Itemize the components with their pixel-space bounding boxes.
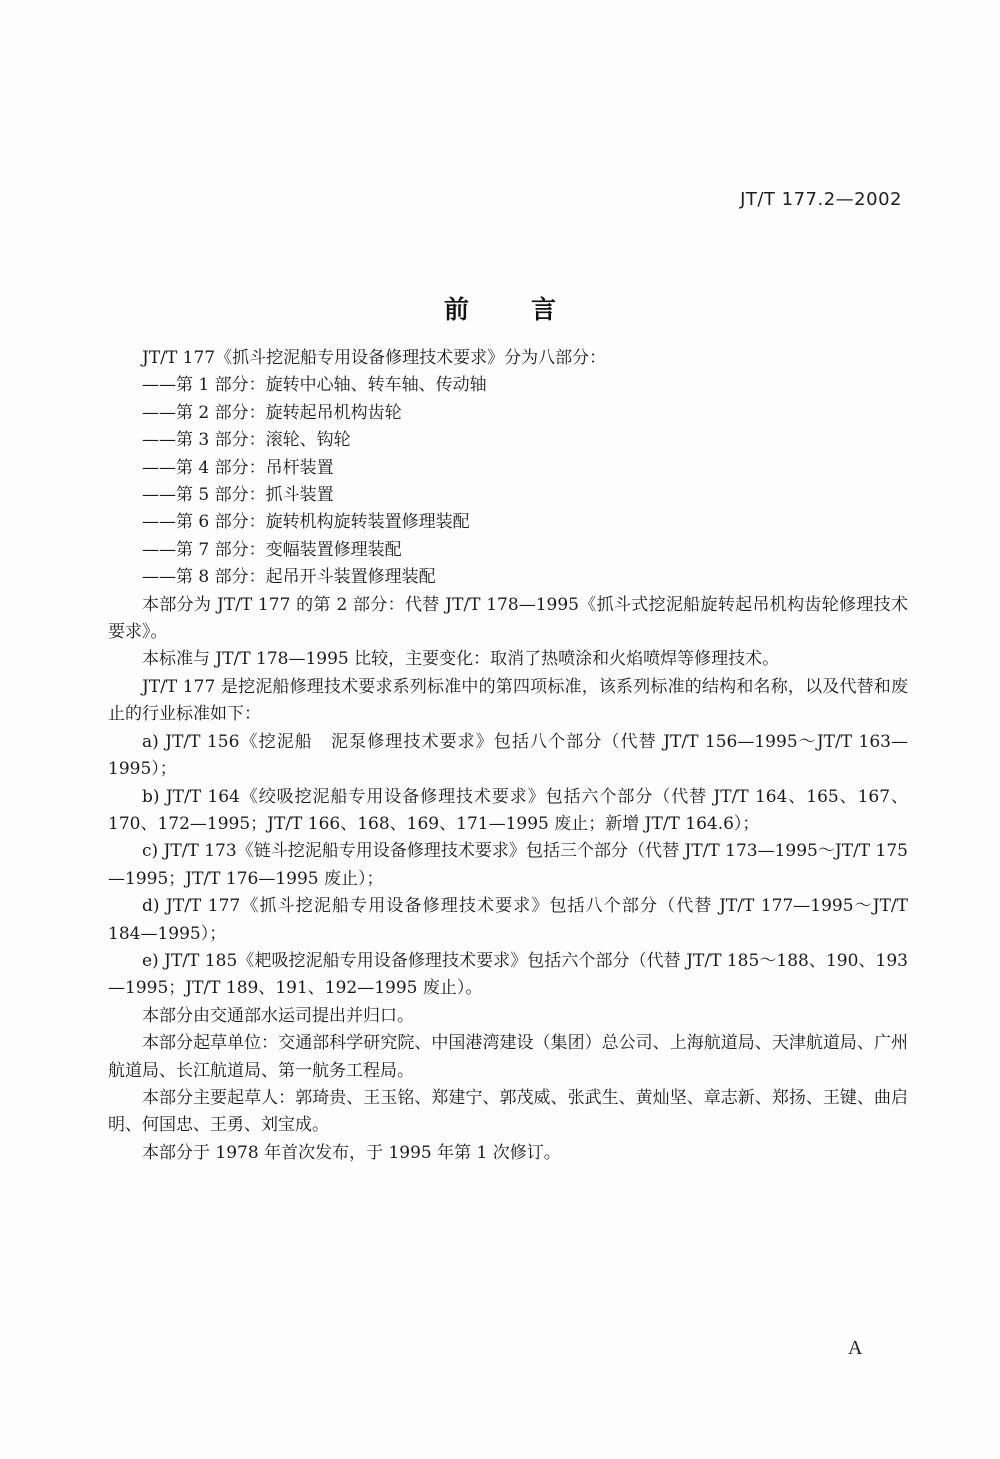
list-item-part-8: ——第 8 部分：起吊开斗装置修理装配: [142, 567, 436, 588]
series-item-b: b) JT/T 164《绞吸挖泥船专用设备修理技术要求》包括六个部分（代替 JT/T 164、165、167、170、172—1995；JT/T 166、168、169、171—1995 废止；新增 JT/T 164.6）；: [108, 786, 908, 834]
series-item-d: d) JT/T 177《抓斗挖泥船专用设备修理技术要求》包括八个部分（代替 JT/T 177—1995～JT/T 184—1995）；: [108, 896, 908, 944]
series-item-a: a) JT/T 156《挖泥船 泥泵修理技术要求》包括八个部分（代替 JT/T 156—1995～JT/T 163—1995）；: [108, 731, 908, 780]
list-item-part-3: ——第 3 部分：滚轮、钩轮: [142, 430, 351, 451]
list-item-part-4: ——第 4 部分：吊杆装置: [142, 457, 334, 478]
list-item-part-5: ——第 5 部分：抓斗装置: [142, 485, 334, 506]
list-item-part-2: ——第 2 部分：旋转起吊机构齿轮: [142, 402, 402, 423]
paragraph-changes: 本标准与 JT/T 178—1995 比较，主要变化：取消了热喷涂和火焰喷焊等修理技术。: [142, 649, 780, 670]
paragraph-drafters: 本部分主要起草人：郭琦贵、王玉铭、郑建宁、郭茂威、张武生、黄灿坚、章志新、郑扬、王键、曲启明、何国忠、王勇、刘宝成。: [108, 1087, 908, 1136]
list-item-part-1: ——第 1 部分：旋转中心轴、转车轴、传动轴: [142, 375, 487, 396]
paragraph-replaces: 本部分为 JT/T 177 的第 2 部分：代替 JT/T 178—1995《抓斗式挖泥船旋转起吊机构齿轮修理技术要求》。: [108, 594, 908, 643]
paragraph-proposer: 本部分由交通部水运司提出并归口。: [142, 1005, 414, 1026]
list-item-part-6: ——第 6 部分：旋转机构旋转装置修理装配: [142, 512, 470, 533]
standard-code: JT/T 177.2—2002: [740, 189, 902, 210]
paragraph-series: JT/T 177 是挖泥船修理技术要求系列标准中的第四项标准，该系列标准的结构和名称，以及代替和废止的行业标准如下：: [108, 676, 908, 725]
paragraph-drafting-units: 本部分起草单位：交通部科学研究院、中国港湾建设（集团）总公司、上海航道局、天津航道局、广州航道局、长江航道局、第一航务工程局。: [108, 1033, 908, 1081]
paragraph-history: 本部分于 1978 年首次发布，于 1995 年第 1 次修订。: [142, 1142, 561, 1163]
list-item-part-7: ——第 7 部分：变幅装置修理装配: [142, 539, 402, 560]
series-item-c: c) JT/T 173《链斗挖泥船专用设备修理技术要求》包括三个部分（代替 JT/T 173—1995～JT/T 175—1995；JT/T 176—1995 废止）；: [108, 841, 908, 889]
page-title: 前言: [443, 295, 618, 324]
foreword-body: [108, 345, 908, 1167]
paragraph-intro: JT/T 177《抓斗挖泥船专用设备修理技术要求》分为八部分：: [142, 348, 607, 368]
page-number: A: [848, 1337, 863, 1359]
series-item-e: e) JT/T 185《耙吸挖泥船专用设备修理技术要求》包括六个部分（代替 JT/T 185～188、190、193—1995；JT/T 189、191、192—1995 废止）。: [108, 950, 908, 999]
